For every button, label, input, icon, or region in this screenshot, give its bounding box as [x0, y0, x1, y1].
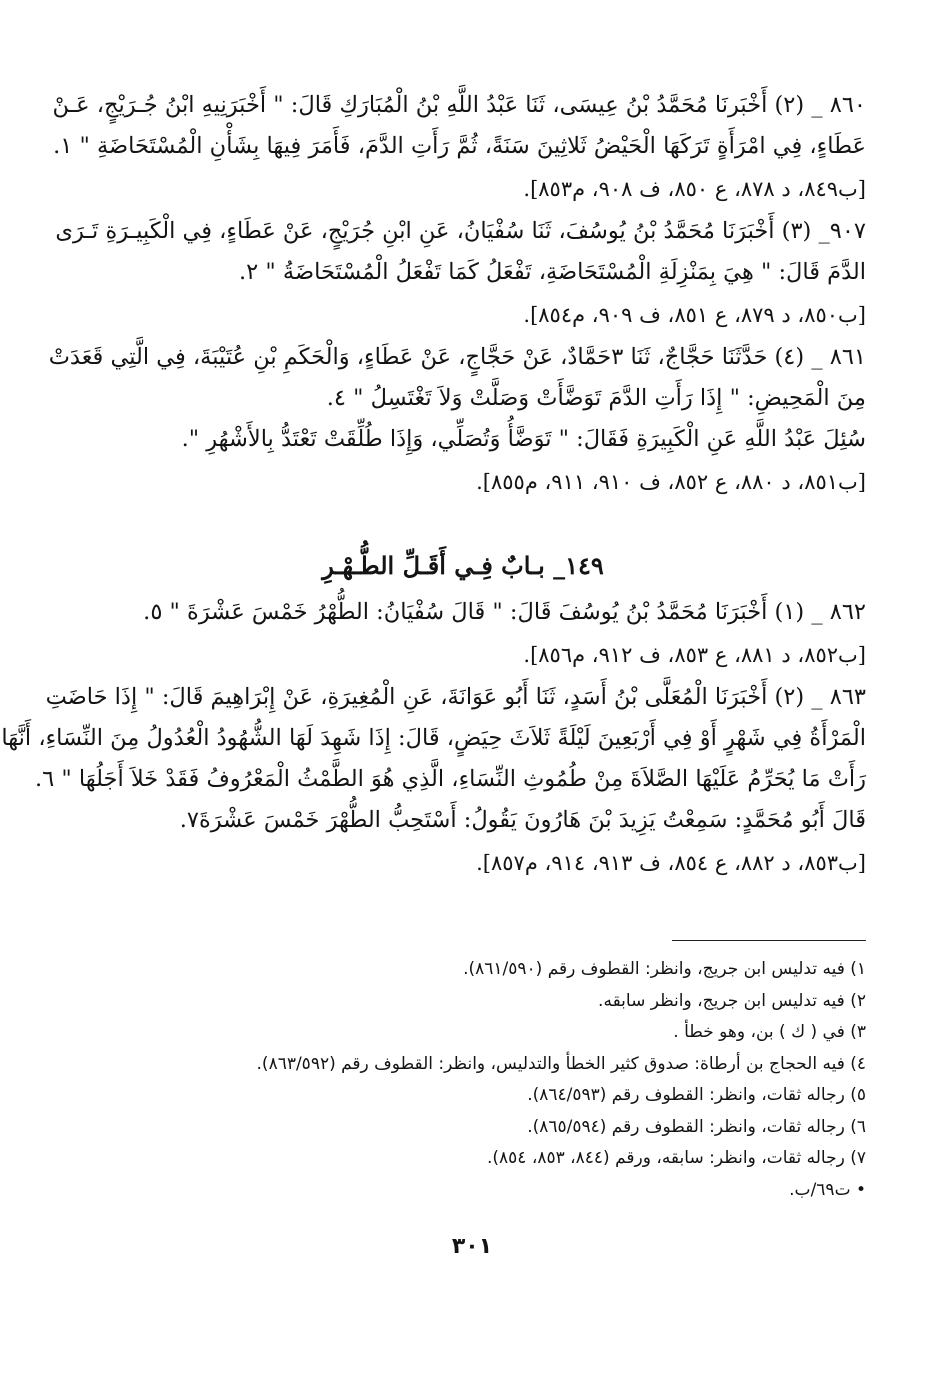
chapter-heading: ١٤٩_ بـابٌ فِـي أَقَـلِّ الطُّـهْـرِ — [322, 551, 604, 580]
text-line: ٩٠٧_ (٣) أَخْبَرَنَا مُحَمَّدُ بْنُ يُوسُفَ، ثَنَا سُفْيَانُ، عَنِ ابْنِ جُرَيْجٍ، عَنْ عَطَاءٍ، فِي الْكَبِيـرَةِ تَـرَى — [55, 218, 866, 244]
reference-line: [ب٨٥٠، د ٨٧٩، ع ٨٥١، ف ٩٠٩، م٨٥٤]. — [523, 303, 866, 327]
footnote: ٦) رجاله ثقات، وانظر: القطوف رقم (٨٦٥/٥٩٤). — [527, 1116, 866, 1137]
footnote: • ت٦٩/ب. — [789, 1179, 866, 1200]
text-line: ٨٦١ _ (٤) حَدَّثَنَا حَجَّاجٌ، ثَنَا ٣حَمَّادٌ، عَنْ حَجَّاجٍ، عَنْ عَطَاءٍ، وَالْحَكَمِ بْنِ عُتَيْبَةَ، فِي الَّتِي قَعَدَتْ — [48, 344, 866, 370]
text-line: ٨٦٠ _ (٢) أَخْبَرنَا مُحَمَّدُ بْنُ عِيسَى، ثَنَا عَبْدُ اللَّهِ بْنُ الْمُبَارَكِ قَالَ: " أَخْبَرَنِيهِ ابْنُ جُـرَيْجٍ، عَـنْ — [52, 92, 866, 118]
main-text — [1, 85, 866, 885]
text-line: الدَّمَ قَالَ: " هِيَ بِمَنْزِلَةِ الْمُسْتَحَاضَةِ، تَفْعَلُ كَمَا تَفْعَلُ الْمُسْتَحَاضَةُ " ٢. — [239, 259, 866, 285]
footnote: ٥) رجاله ثقات، وانظر: القطوف رقم (٨٦٤/٥٩٣). — [527, 1085, 866, 1105]
text-line: عَطَاءٍ، فِي امْرَأَةٍ تَرَكَهَا الْحَيْضُ ثَلاثِينَ سَنَةً، ثُمَّ رَأَتِ الدَّمَ، فَأَمَرَ فِيهَا بِشَأْنِ الْمُسْتَحَاضَةِ " ١. — [53, 133, 866, 159]
footnote: ١) فيه تدليس ابن جريج، وانظر: القطوف رقم (٨٦١/٥٩٠). — [463, 959, 866, 979]
text-line: سُئِلَ عَبْدُ اللَّهِ عَنِ الْكَبِيرَةِ فَقَالَ: " تَوَضَّأُ وَتُصَلِّي، وَإِذَا طُلِّقَتْ تَعْتَدُّ بِالأَشْهُرِ ". — [181, 426, 866, 452]
footnote-separator — [672, 940, 866, 941]
footnote: ٢) فيه تدليس ابن جريج، وانظر سابقه. — [598, 990, 866, 1011]
footnote: ٤) فيه الحجاج بن أرطاة: صدوق كثير الخطأ والتدليس، وانظر: القطوف رقم (٨٦٣/٥٩٢). — [256, 1053, 866, 1074]
footnotes — [60, 954, 866, 1206]
reference-line: [ب٨٥٢، د ٨٨١، ع ٨٥٣، ف ٩١٢، م٨٥٦]. — [523, 643, 866, 667]
reference-line: [ب٨٥١، د ٨٨٠، ع ٨٥٢، ف ٩١٠، ٩١١، م٨٥٥]. — [476, 470, 866, 494]
footnote: ٣) في ( ك ) بن، وهو خطأ . — [673, 1022, 866, 1042]
text-line: مِنَ الْمَحِيضِ: " إِذَا رَأَتِ الدَّمَ تَوَضَّأَتْ وَصَلَّتْ وَلاَ تَغْتَسِلُ " ٤. — [326, 385, 866, 411]
reference-line: [ب٨٥٣، د ٨٨٢، ع ٨٥٤، ف ٩١٣، ٩١٤، م٨٥٧]. — [476, 851, 866, 875]
text-line: رَأَتْ مَا يُحَرِّمُ عَلَيْهَا الصَّلاَةَ مِنْ طُمُوثِ النِّسَاءِ، الَّذِي هُوَ الطَّمْثُ الْمَعْرُوفُ فَقَدْ خَلاَ أَجَلُهَا " ٦. — [34, 766, 866, 792]
footnote: ٧) رجاله ثقات، وانظر: سابقه، ورقم (٨٤٤، ٨٥٣، ٨٥٤). — [486, 1148, 866, 1168]
text-line: ٨٦٢ _ (١) أَخْبَرَنَا مُحَمَّدُ بْنُ يُوسُفَ قَالَ: " قَالَ سُفْيَانُ: الطُّهْرُ خَمْسَ عَشْرَةَ " ٥. — [143, 599, 866, 625]
reference-line: [ب٨٤٩، د ٨٧٨، ع ٨٥٠، ف ٩٠٨، م٨٥٣]. — [523, 177, 866, 201]
text-line: الْمَرْأَةُ فِي شَهْرٍ أَوْ فِي أَرْبَعِينَ لَيْلَةً ثَلاَثَ حِيَضٍ، قَالَ: إِذَا شَهِدَ لَهَا الشُّهُودُ الْعُدُولُ مِنَ النِّسَاءِ، أَنَّهَا — [1, 725, 866, 751]
page-number: ٣٠١ — [451, 1234, 493, 1259]
text-line: قَالَ أَبُو مُحَمَّدٍ: سَمِعْتُ يَزِيدَ بْنَ هَارُونَ يَقُولُ: أَسْتَحِبُّ الطُّهْرَ خَمْسَ عَشْرَةَ٧. — [179, 807, 866, 833]
text-line: ٨٦٣ _ (٢) أَخْبَرَنَا الْمُعَلَّى بْنُ أَسَدٍ، ثَنَا أَبُو عَوَانَةَ، عَنِ الْمُغِيرَةِ، عَنْ إِبْرَاهِيمَ قَالَ: " إِذَا حَاضَتِ — [45, 684, 866, 710]
